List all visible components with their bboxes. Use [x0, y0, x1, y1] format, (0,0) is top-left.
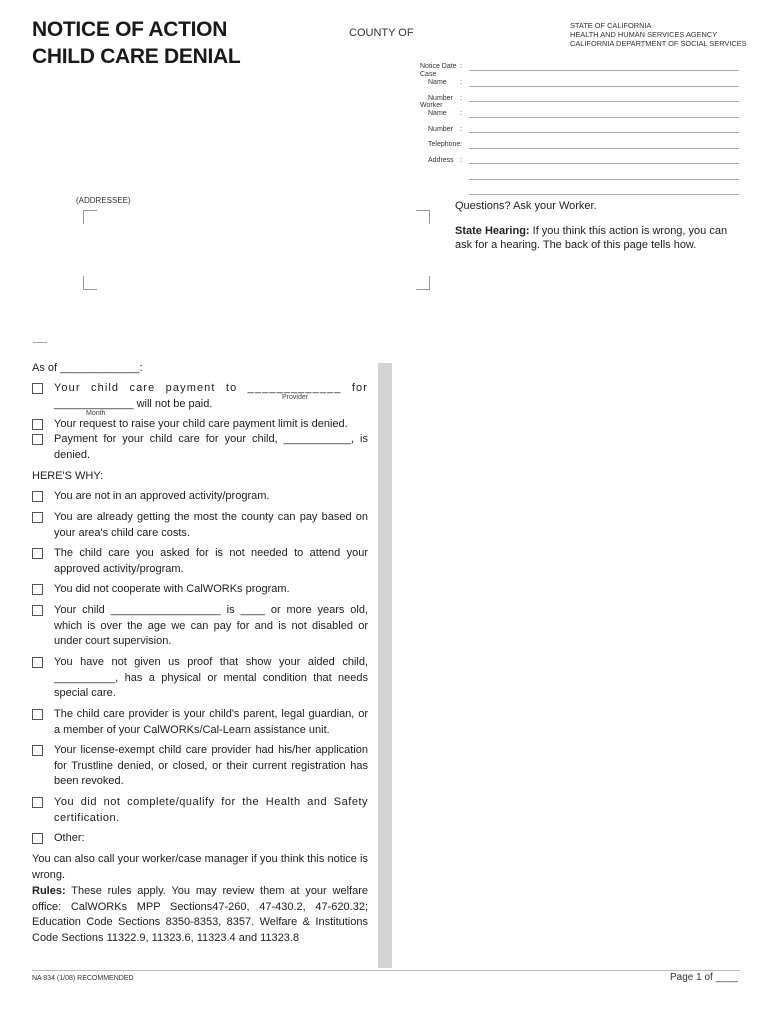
rules-paragraph — [32, 884, 368, 946]
colon: : — [460, 79, 462, 86]
as-of-line: As of _____________: — [32, 362, 143, 374]
addressee-label: (ADDRESSEE) — [76, 196, 131, 205]
state-hearing-body: If you think this action is wrong, you can ask for a hearing. The back of this page tells how. — [455, 225, 728, 251]
call-worker-text: You can also call your worker/case manager if you think this notice is wrong. — [32, 853, 368, 881]
raise-limit-denied-text: Your request to raise your child care payment limit is denied. — [54, 418, 348, 430]
reason-text: You have not given us proof that show your aided child, __________, has a physical or mental condition that needs special care. — [54, 656, 368, 699]
payment-not-paid-line-2: _____________ will not be paid. — [54, 398, 213, 410]
worker-label: Worker — [420, 102, 443, 109]
payment-denied-text: Payment for your child care for your child, ___________, is denied. — [54, 433, 368, 461]
reason-checkbox[interactable] — [32, 745, 43, 756]
colon: : — [460, 141, 462, 148]
payment-not-paid-checkbox[interactable] — [32, 383, 43, 394]
colon: : — [460, 110, 462, 117]
notice-date-label: Notice Date — [420, 63, 457, 70]
state-hearing-label: State Hearing: — [455, 225, 530, 237]
reason-text: The child care provider is your child's parent, legal guardian, or a member of your CalWORKs/Cal-Learn assistance unit. — [54, 708, 368, 736]
window-corner-bottom-left — [83, 276, 97, 290]
case-name-label: Name — [428, 79, 447, 86]
colon: : — [460, 63, 462, 70]
footer-divider — [32, 970, 740, 971]
worker-name-label: Name — [428, 110, 447, 117]
colon: : — [460, 157, 462, 164]
month-caption: Month — [86, 410, 106, 417]
payment-denied-checkbox[interactable] — [32, 434, 43, 445]
case-name-field[interactable] — [469, 86, 739, 87]
telephone-field[interactable] — [469, 148, 739, 149]
provider-caption: Provider — [282, 394, 309, 401]
notice-date-field[interactable] — [469, 70, 739, 71]
questions-text: Questions? Ask your Worker. — [455, 200, 597, 212]
reason-text: You are not in an approved activity/program. — [54, 490, 270, 502]
title-line-1: NOTICE OF ACTION — [32, 18, 228, 41]
rules-label: Rules: — [32, 885, 66, 897]
case-number-label: Number — [428, 95, 453, 102]
reason-text: You did not complete/qualify for the Health and Safety certification. — [54, 796, 368, 824]
gray-margin-bar — [378, 363, 392, 968]
case-label: Case — [420, 71, 437, 78]
raise-limit-denied-checkbox[interactable] — [32, 419, 43, 430]
reason-checkbox[interactable] — [32, 605, 43, 616]
reason-checkbox[interactable] — [32, 584, 43, 595]
reason-checkbox[interactable] — [32, 797, 43, 808]
window-corner-top-right — [416, 210, 430, 224]
colon: : — [460, 95, 462, 102]
form-id: NA 834 (1/08) RECOMMENDED — [32, 975, 134, 982]
address-field-line-3[interactable] — [469, 194, 739, 195]
county-label: COUNTY OF — [349, 27, 414, 39]
worker-name-field[interactable] — [469, 117, 739, 118]
colon: : — [460, 126, 462, 133]
rules-text: These rules apply. You may review them at your welfare office: CalWORKs MPP Sections47-260, 47-430.2, 47-620.32; Education Code Sections 8350-8353, 8357. Welfare & Institutions Code Sections 11322.9, 11323.6, 11323.4 and 11323.8 — [32, 885, 368, 944]
title-line-2: CHILD CARE DENIAL — [32, 45, 241, 68]
worker-number-field[interactable] — [469, 132, 739, 133]
reason-text: You did not cooperate with CalWORKs program. — [54, 583, 290, 595]
reason-checkbox[interactable] — [32, 512, 43, 523]
state-hearing-text — [455, 224, 743, 252]
reason-checkbox[interactable] — [32, 548, 43, 559]
telephone-label: Telephone — [428, 141, 461, 148]
heres-why-heading: HERE'S WHY: — [32, 470, 104, 482]
window-corner-bottom-right — [416, 276, 430, 290]
address-field-line-1[interactable] — [469, 163, 739, 164]
reason-checkbox[interactable] — [32, 709, 43, 720]
agency-line: HEALTH AND HUMAN SERVICES AGENCY — [570, 30, 718, 40]
page-number: Page 1 of ____ — [670, 972, 738, 983]
reason-text: Your license-exempt child care provider had his/her application for Trustline denied, or closed, or their current registration has been revoked. — [54, 744, 368, 787]
reason-text: Your child __________________ is ____ or more years old, which is over the age we can pay for and is not disabled or under court supervision. — [54, 604, 368, 647]
case-number-field[interactable] — [469, 101, 739, 102]
state-agency-block — [570, 21, 747, 49]
reason-text: You are already getting the most the county can pay based on your area's child care costs. — [54, 511, 368, 539]
reason-checkbox[interactable] — [32, 491, 43, 502]
address-field-line-2[interactable] — [469, 179, 739, 180]
worker-number-label: Number — [428, 126, 453, 133]
window-corner-top-left — [83, 210, 97, 224]
reason-text: The child care you asked for is not needed to attend your approved activity/program. — [54, 547, 368, 575]
other-reason-text: Other: — [54, 832, 85, 844]
state-line: STATE OF CALIFORNIA — [570, 21, 652, 30]
address-label: Address — [428, 157, 454, 164]
department-line: CALIFORNIA DEPARTMENT OF SOCIAL SERVICES — [570, 39, 747, 49]
payment-not-paid-text: Your child care payment to _____________ for — [54, 382, 368, 394]
other-reason-checkbox[interactable] — [32, 833, 43, 844]
reason-checkbox[interactable] — [32, 657, 43, 668]
fold-mark — [33, 342, 47, 343]
